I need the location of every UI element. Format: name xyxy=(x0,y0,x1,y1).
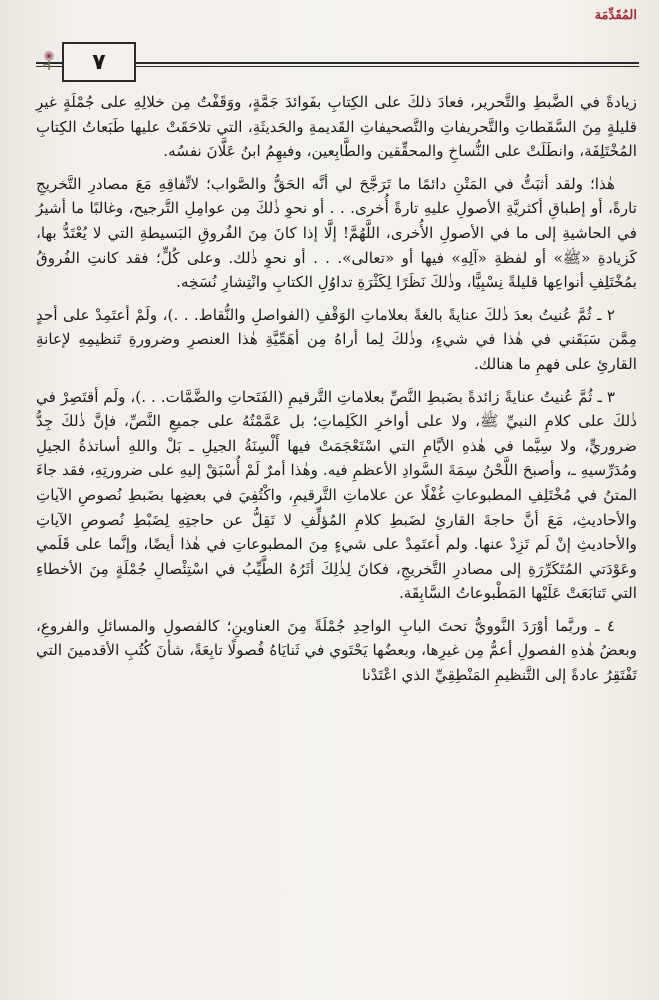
paragraph: هٰذا؛ ولقد أثبَتُّ في المَتْنِ دائمًا ما تَرَجَّحَ لي أنَّه الحَقُّ والصَّواب؛ لاتِّفاقِهِ مَعَ مصادرِ التَّخريجِ تارةً، أو إطباقِ أكثريَّةِ الأصولِ عليهِ تارةً أُخرى. . . أو نحوِ ذٰلكَ مِن عوامِلِ التَّرجيح، وغالبًا ما أشيرُ في الحاشيةِ إلى ما في الأصولِ الأُخرى، اللَّهُمَّ! إلَّا إذا كانَ مِنَ الفُروقِ البَسيطةِ التي لا يُعْتَدُّ بها، كَزيادةِ «ﷺ» أو لفظةِ «آلِهِ» فيها أو «تعالى». . . أو نحوِ ذٰلك. وعلى كُلٍّ؛ فقد كانتِ الفُروقُ بمُخْتَلِفِ أنواعِها قليلةً نِسْبِيًّا، وذٰلكَ نَظَرًا لِكَثْرَةِ تداوُلِ الكتابِ وانْتِشارِ نُسَخِه. xyxy=(36,174,637,292)
paragraph: ٣ ـ ثُمَّ عُنيتُ عنايةً زائدةً بضَبطِ النَّصِّ بعلاماتِ التَّرقيمِ (الفَتَحاتِ والضَّمَّات. . .)، ولَم أقتَصِرْ في ذٰلكَ على كلامِ النبيِّ ﷺ، ولا على أواخرِ الكَلِماتِ؛ بل عَمَّمْتُهُ على جميعِ النَّصِّ، فإنَّ ذٰلكَ جِدُّ ضروريٍّ، ولا سِيَّما في هٰذهِ الأيَّامِ التي اسْتَعْجَمَتْ فيها أَلْسِنَةُ الجيلِ ـ بَلْ واللهِ أساتذةُ الجيلِ ومُدَرِّسيهِ ـ، وأصبحَ اللَّحْنُ سِمَةَ السَّوادِ الأعظمِ فيه. وهٰذا أمرٌ لَمْ أُسْبَقْ إليهِ على ضرورتِهِ، فقد جاءَ المتنُ في مُخْتَلِفِ المطبوعاتِ غُفْلًا عن علاماتِ التَّرقيمِ، واكْتُفِيَ في بعضِها بضَبطِ نُصوصِ الآياتِ والأحاديثِ، مَعَ أنَّ حاجةَ القارئِ لضَبطِ كلامِ المُؤلِّفِ لا تَقِلُّ عن حاجتِهِ لِضَبْطِ نُصوصِ الآياتِ والأحاديثِ إنْ لَم تَزِدْ عنها. ولم أعتَمِدْ على شيءٍ مِنَ المطبوعاتِ في هٰذا أيضًا، وإنَّما على قَلَمي وعَوْدَتي المُتَكَرِّرَةِ إلى مصادرِ التَّخريجِ، فكانَ لِذٰلِكَ أثَرُهُ الطَّيِّبُ في اسْتِئْصالِ جُمْلَةٍ مِنَ الأخطاءِ التي تَتابَعَتْ عَلَيْها المَطْبوعاتُ السَّابِقَة. xyxy=(36,387,637,603)
page-number-box xyxy=(62,42,136,82)
floral-ornament-icon xyxy=(40,48,58,76)
page-number: ٧ xyxy=(92,49,106,75)
paragraph: ٢ ـ ثُمَّ عُنيتُ بعدَ ذٰلكَ عنايةً بالغةً بعلاماتِ الوَقْفِ (الفواصلِ والنُّقاط. . .)، ولَمْ أعتَمِدْ على أحدٍ مِمَّن سَبَقَني في هٰذا في شيءٍ، وذٰلكَ لِما أراهُ مِن أهَمِّيَّةِ هٰذا العنصرِ وضرورةِ تَنظيمِهِ لإعانةِ القارئِ على فهمِ ما هنالك. xyxy=(36,305,637,373)
section-title: المُقَدِّمَة xyxy=(594,8,637,23)
paragraph: زيادةً في الضَّبطِ والتَّحرير، فعادَ ذلكَ على الكِتابِ بفَوائدَ جَمَّةٍ، ووَقَفْتُ مِن خلالِهِ على جُمْلَةٍ غيرِ قليلةٍ مِنَ السَّقَطاتِ والتَّحريفاتِ والتَّصحيفاتِ القَديمةِ والحَديثَةِ، التي تلاحَقَتْ عليها طَبَعاتُ الكِتابِ المُخْتَلِفَة، وانطَلَتْ على النُّساخِ والمحقِّقين والطَّابِعين، وفيهِمُ ابنُ عَلَّانَ نفسُه. xyxy=(36,93,637,161)
paragraph: ٤ ـ وربَّما أوْرَدَ النَّوويُّ تحتَ البابِ الواحِدِ جُمْلَةً مِنَ العناوينِ؛ كالفصولِ والمسائلِ والفروعِ، وبعضُ هٰذهِ الفصولِ أعمُّ مِن غيرِها، وبعضُها يَحْتَوي في ثَنايَاهُ فُصولًا تابِعَةً، شأنَ كُتُبِ الأقدمينَ التي تَفْتَقِرُ عادةً إلى التَّنظيمِ المَنْطِقِيِّ الذي اعْتَدْنا xyxy=(36,616,637,685)
main-text xyxy=(36,90,637,696)
